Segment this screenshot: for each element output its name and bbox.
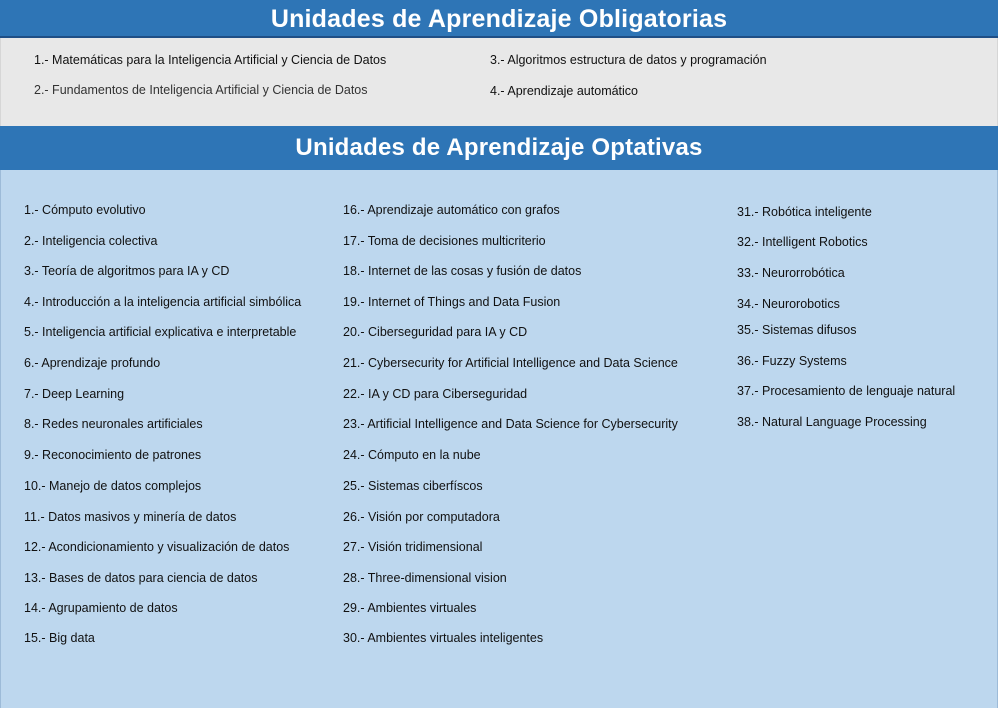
- mandatory-unit-item: 4.- Aprendizaje automático: [490, 84, 639, 98]
- optional-unit-item: 5.- Inteligencia artificial explicativa e interpretable: [24, 325, 297, 339]
- optional-unit-item: 7.- Deep Learning: [24, 387, 125, 401]
- optional-unit-item: 16.- Aprendizaje automático con grafos: [343, 203, 560, 217]
- mandatory-unit-item: 1.- Matemáticas para la Inteligencia Artificial y Ciencia de Datos: [34, 53, 387, 67]
- optional-unit-item: 18.- Internet de las cosas y fusión de datos: [343, 264, 582, 278]
- optional-unit-item: 27.- Visión tridimensional: [343, 540, 483, 554]
- optional-unit-item: 26.- Visión por computadora: [343, 510, 500, 524]
- optional-unit-item: 4.- Introducción a la inteligencia artificial simbólica: [24, 295, 302, 309]
- optional-unit-item: 22.- IA y CD para Ciberseguridad: [343, 387, 528, 401]
- mandatory-unit-item: 3.- Algoritmos estructura de datos y programación: [490, 53, 767, 67]
- optional-unit-item: 10.- Manejo de datos complejos: [24, 479, 202, 493]
- mandatory-units-header: [0, 0, 998, 38]
- optional-unit-item: 3.- Teoría de algoritmos para IA y CD: [24, 264, 230, 278]
- optional-unit-item: 25.- Sistemas ciberfíscos: [343, 479, 483, 493]
- optional-unit-item: 23.- Artificial Intelligence and Data Science for Cybersecurity: [343, 417, 678, 431]
- optional-unit-item: 13.- Bases de datos para ciencia de datos: [24, 571, 258, 585]
- optional-unit-item: 8.- Redes neuronales artificiales: [24, 417, 203, 431]
- optional-unit-item: 28.- Three-dimensional vision: [343, 571, 507, 585]
- optional-unit-item: 33.- Neurorrobótica: [737, 266, 845, 280]
- optional-unit-item: 30.- Ambientes virtuales inteligentes: [343, 631, 544, 645]
- optional-unit-item: 32.- Intelligent Robotics: [737, 235, 868, 249]
- optional-unit-item: 29.- Ambientes virtuales: [343, 601, 477, 615]
- optional-unit-item: 2.- Inteligencia colectiva: [24, 234, 158, 248]
- optional-unit-item: 1.- Cómputo evolutivo: [24, 203, 146, 217]
- optional-unit-item: 36.- Fuzzy Systems: [737, 354, 847, 368]
- optional-unit-item: 24.- Cómputo en la nube: [343, 448, 481, 462]
- optional-unit-item: 37.- Procesamiento de lenguaje natural: [737, 384, 956, 398]
- mandatory-unit-item: 2.- Fundamentos de Inteligencia Artificial y Ciencia de Datos: [34, 83, 368, 97]
- mandatory-units-panel: [0, 38, 998, 126]
- optional-unit-item: 6.- Aprendizaje profundo: [24, 356, 161, 370]
- optional-unit-item: 21.- Cybersecurity for Artificial Intelligence and Data Science: [343, 356, 678, 370]
- optional-unit-item: 14.- Agrupamiento de datos: [24, 601, 178, 615]
- optional-units-title: Unidades de Aprendizaje Optativas: [295, 134, 703, 161]
- optional-units-panel: [0, 170, 998, 708]
- optional-unit-item: 20.- Ciberseguridad para IA y CD: [343, 325, 528, 339]
- optional-unit-item: 19.- Internet of Things and Data Fusion: [343, 295, 561, 309]
- optional-unit-item: 15.- Big data: [24, 631, 95, 645]
- optional-unit-item: 38.- Natural Language Processing: [737, 415, 927, 429]
- optional-unit-item: 11.- Datos masivos y minería de datos: [24, 510, 237, 524]
- optional-units-header: [0, 126, 998, 170]
- optional-unit-item: 9.- Reconocimiento de patrones: [24, 448, 202, 462]
- optional-unit-item: 34.- Neurorobotics: [737, 297, 840, 311]
- optional-unit-item: 12.- Acondicionamiento y visualización de datos: [24, 540, 290, 554]
- optional-unit-item: 31.- Robótica inteligente: [737, 205, 872, 219]
- optional-unit-item: 35.- Sistemas difusos: [737, 323, 857, 337]
- optional-unit-item: 17.- Toma de decisiones multicriterio: [343, 234, 546, 248]
- mandatory-units-title: Unidades de Aprendizaje Obligatorias: [270, 5, 728, 33]
